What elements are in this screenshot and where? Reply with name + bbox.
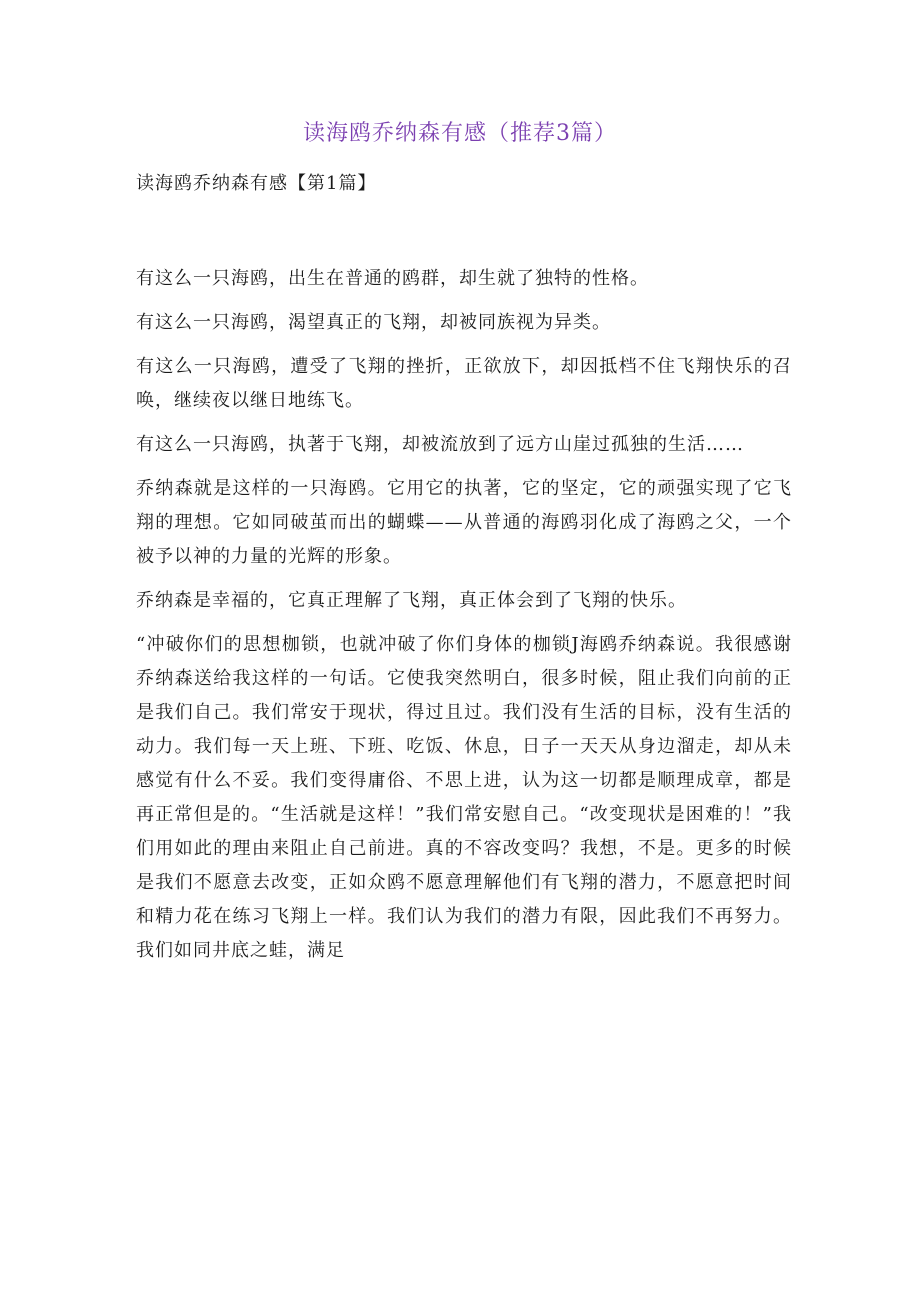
paragraph: 乔纳森就是这样的一只海鸥。它用它的执著，它的坚定，它的顽强实现了它飞翔的理想。它如同破茧而出的蝴蝶——从普通的海鸥羽化成了海鸥之父，一个被予以神的力量的光辉的形象。 (136, 478, 792, 567)
paragraph: 有这么一只海鸥，渴望真正的飞翔，却被同族视为异类。 (136, 312, 611, 333)
document-body (136, 262, 792, 978)
paragraph: 有这么一只海鸥，出生在普通的鸥群，却生就了独特的性格。 (136, 268, 649, 289)
paragraph: “冲破你们的思想枷锁，也就冲破了你们身体的枷锁J海鸥乔纳森说。我很感谢乔纳森送给我这样的一句话。它使我突然明白，很多时候，阻止我们向前的正是我们自己。我们常安于现状，得过且过。我们没有生活的目标，没有生活的动力。我们每一天上班、下班、吃饭、休息，日子一天天从身边溜走，却从未感觉有什么不妥。我们变得庸俗、不思上进，认为这一切都是顺理成章，都是再正常但是的。“生活就是这样！”我们常安慰自己。“改变现状是困难的！”我们用如此的理由来阻止自己前进。真的不容改变吗？我想，不是。更多的时候是我们不愿意去改变，正如众鸥不愿意理解他们有飞翔的潜力，不愿意把时间和精力花在练习飞翔上一样。我们认为我们的潜力有限，因此我们不再努力。我们如同井底之蛙，满足 (136, 634, 792, 961)
section-heading: 读海鸥乔纳森有感【第1篇】 (136, 173, 377, 194)
document-title: 读海鸥乔纳森有感（推荐3篇） (303, 121, 617, 146)
paragraph: 乔纳森是幸福的，它真正理解了飞翔，真正体会到了飞翔的快乐。 (136, 590, 687, 611)
paragraph: 有这么一只海鸥，执著于飞翔，却被流放到了远方山崖过孤独的生活…… (136, 434, 744, 455)
paragraph: 有这么一只海鸥，遭受了飞翔的挫折，正欲放下，却因抵档不住飞翔快乐的召唤，继续夜以继日地练飞。 (136, 356, 792, 411)
